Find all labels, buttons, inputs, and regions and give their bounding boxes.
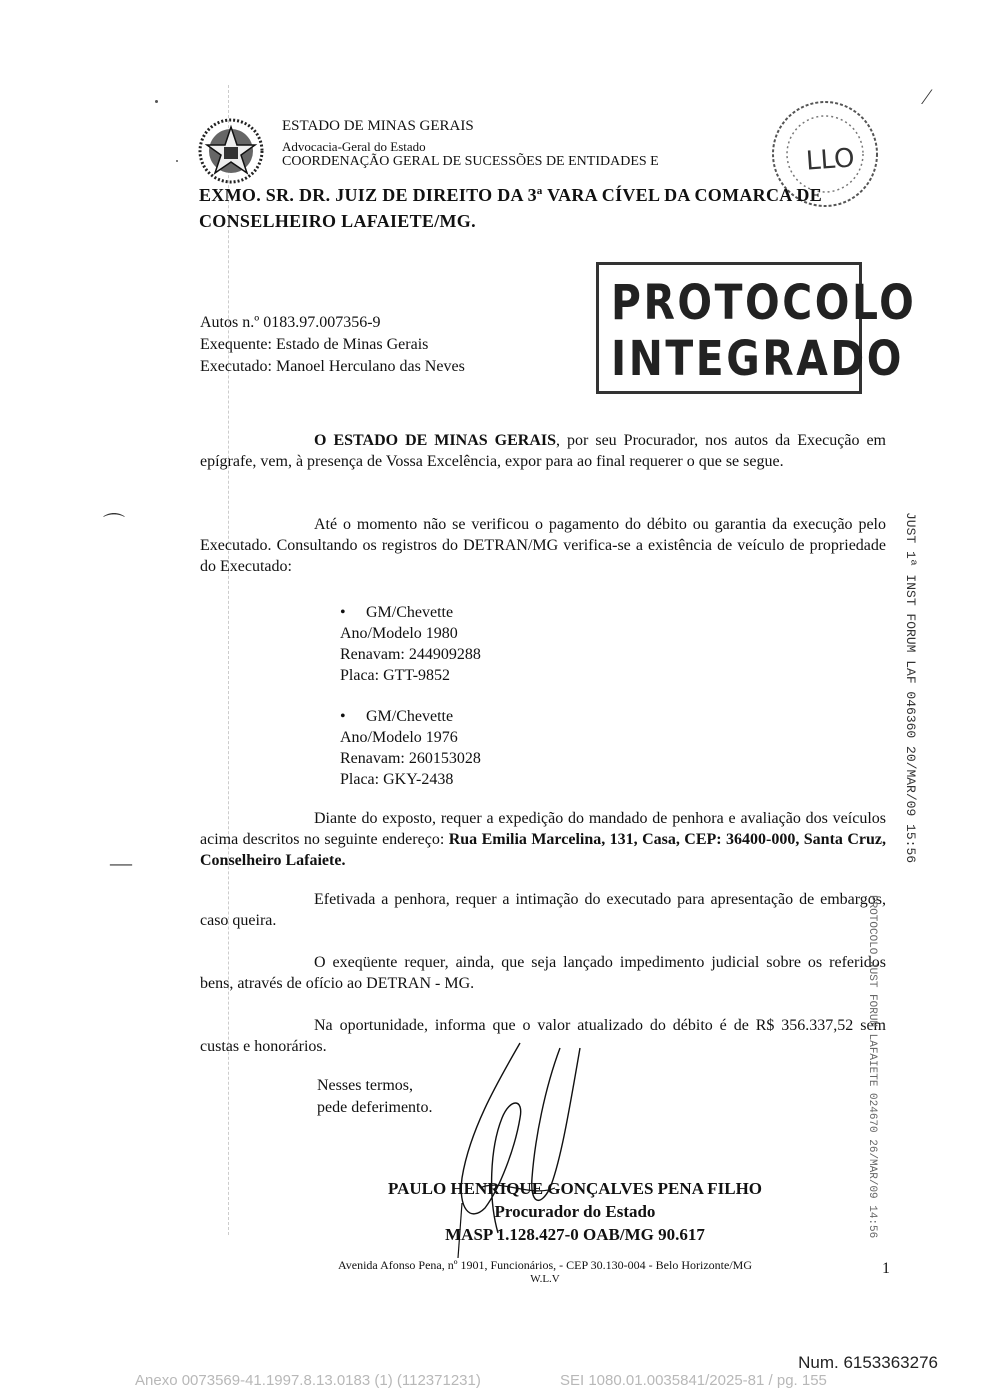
case-executado: Executado: Manoel Herculano das Neves [200,358,465,375]
closing-line-1: Nesses termos, [317,1077,413,1094]
bullet: • [340,604,346,621]
seal-handwritten-mark: LLO [805,143,856,177]
footer-initials: W.L.V [530,1273,560,1285]
vehicle-year: Ano/Modelo 1980 [340,625,458,642]
vehicle-renavam: Renavam: 260153028 [340,750,481,767]
margin-mark: ⌒ [103,512,126,537]
signature-block [200,1177,950,1246]
paragraph-impediment [200,952,886,994]
paragraph-debt [200,514,886,577]
vehicle-plate: Placa: GTT-9852 [340,667,451,684]
paragraph-embargos-text: Efetivada a penhora, requer a intimação do executado para apresentação de embargos, caso queira. [200,891,886,929]
closing [317,1075,433,1119]
protocol-stamp [596,262,917,394]
letterhead-state: ESTADO DE MINAS GERAIS [282,118,474,134]
scan-speck [155,100,158,103]
vehicle-renavam: Renavam: 244909288 [340,646,481,663]
letterhead-department: COORDENAÇÃO GERAL DE SUCESSÕES DE ENTIDADES E [282,154,659,169]
vehicle-plate: Placa: GKY-2438 [340,771,454,788]
paragraph-embargos [200,889,886,931]
signer-title: Procurador do Estado [494,1202,656,1221]
case-exequente: Exequente: Estado de Minas Gerais [200,336,429,353]
addressee [199,182,899,234]
margin-mark: ― [110,850,132,875]
vehicle-model: GM/Chevette [366,708,454,725]
page-number: 1 [882,1260,890,1277]
closing-line-2: pede deferimento. [317,1099,433,1116]
side-protocol-stamp-faint: PROTOCOLO JUST FORUM LAFAIETE 024670 26/MAR/09 14:56 [866,895,878,1239]
sei-reference: SEI 1080.01.0035841/2025-81 / pg. 155 [560,1372,827,1389]
margin-mark: ⁄ [925,84,929,109]
vehicle-model: GM/Chevette [366,604,454,621]
vehicle-year: Ano/Modelo 1976 [340,729,458,746]
annex-reference: Anexo 0073569-41.1997.8.13.0183 (1) (112371231) [135,1372,481,1389]
paragraph-intro-text: , por seu Procurador, nos autos da Execução em epígrafe, vem, à presença de Vossa Excelência, expor para ao final requerer o que se segue. [200,432,886,470]
party-name: O ESTADO DE MINAS GERAIS [314,432,556,449]
scan-speck [176,160,178,162]
paragraph-intro [200,430,886,472]
footer-address: Avenida Afonso Pena, nº 1901, Funcionários, - CEP 30.130-004 - Belo Horizonte/MG [337,1258,752,1272]
case-info [200,312,465,378]
coat-of-arms-icon [197,117,265,185]
bullet: • [340,708,346,725]
protocol-stamp-line-2: INTEGRADO [611,331,905,387]
paragraph-debt-text: Até o momento não se verificou o pagamento do débito ou garantia da execução pelo Executado. Consultando os registros do DETRAN/MG verifica-se a existência de veículo de propriedade do Executado: [200,516,886,575]
letterhead-agency: Advocacia-Geral do Estado [282,139,426,154]
document-num: Num. 6153363276 [798,1353,938,1372]
paragraph-request [200,808,886,871]
side-protocol-stamp: JUST 1ª INST FORUM LAF 046360 20/MAR/09 15:56 [903,512,918,864]
signer-registry: MASP 1.128.427-0 OAB/MG 90.617 [445,1225,705,1244]
margin-line [228,85,229,1235]
paragraph-amount-text: Na oportunidade, informa que o valor atualizado do débito é de R$ 356.337,52 sem custas e honorários. [200,1017,886,1055]
protocol-stamp-line-1: PROTOCOLO [611,275,917,331]
seizure-address: Rua Emilia Marcelina, 131, Casa, CEP: 36400-000, Santa Cruz, Conselheiro Lafaiete. [200,831,886,869]
paragraph-request-text: Diante do exposto, requer a expedição do mandado de penhora e avaliação dos veículos acima descritos no seguinte endereço: [200,810,886,848]
paragraph-impediment-text: O exeqüente requer, ainda, que seja lançado impedimento judicial sobre os referidos bens, através de ofício ao DETRAN - MG. [200,954,886,992]
addressee-line-1: EXMO. SR. DR. JUIZ DE DIREITO DA 3ª VARA CÍVEL DA COMARCA DE [199,185,822,205]
case-number: Autos n.º 0183.97.007356-9 [200,314,381,331]
vehicle-item [340,602,481,686]
vehicle-item [340,706,481,790]
addressee-line-2: CONSELHEIRO LAFAIETE/MG. [199,211,476,231]
signer-name: PAULO HENRIQUE GONÇALVES PENA FILHO [387,1179,763,1198]
